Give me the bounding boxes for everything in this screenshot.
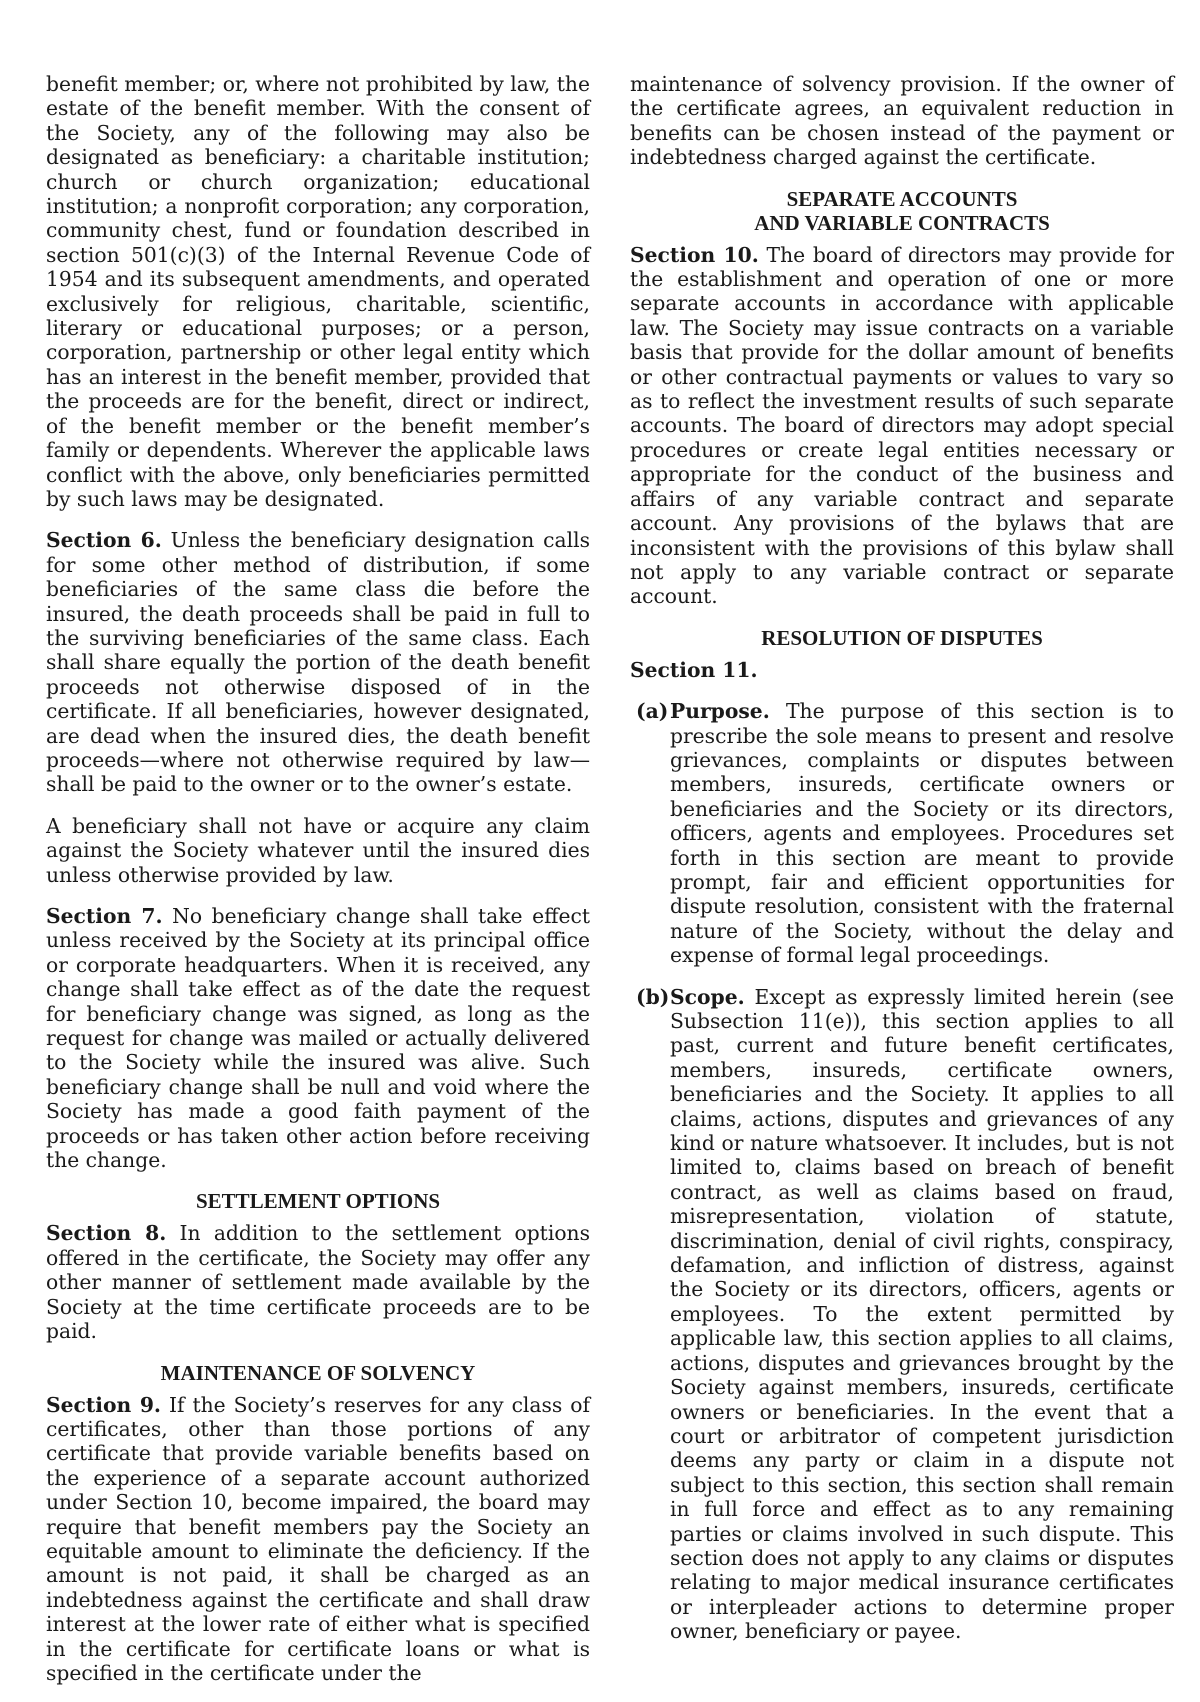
right-column — [630, 72, 1174, 1661]
subsection-b-body — [670, 985, 1174, 1644]
subsection-a-title: Purpose. — [670, 699, 770, 724]
section-8 — [46, 1221, 590, 1343]
subsection-a-body — [670, 699, 1174, 967]
section-7 — [46, 904, 590, 1172]
section-6-label: Section 6. — [46, 528, 162, 553]
subsection-b-text: Except as expressly limited herein (see Subsection 11(e)), this section applies to all past, current and future benefit certificates, members, insureds, certificate owners, beneficiaries and the Society. It applies to all claims, actions, disputes and grievances of any kind or nature whatsoever. It includes, but is not limited to, claims based on breach of benefit contract, as well as claims based on fraud, misrepresentation, violation of statute, discrimination, denial of civil rights, conspiracy, defamation, and infliction of distress, against the Society or its directors, officers, agents or employees. To the extent permitted by applicable law, this section applies to all claims, actions, disputes and grievances brought by the Society against members, insureds, certificate owners or beneficiaries. In the event that a court or arbitrator of competent jurisdiction deems any party or claim in a dispute not subject to this section, this section shall remain in full force and effect as to any remaining parties or claims involved in such dispute. This section does not apply to any claims or disputes relating to major medical insurance certificates or interpleader actions to determine proper owner, beneficiary or payee. — [670, 984, 1174, 1644]
section-7-label: Section 7. — [46, 904, 163, 928]
section-11-label: Section 11. — [630, 657, 758, 682]
section-10-text: The board of directors may provide for the establishment and operation of one or more separate accounts in accordance with applicable law. The Society may issue contracts on a variable basis that provide for the dollar amount of benefits or other contractual payments or values to vary so as to reflect the investment results of such separate accounts. The board of directors may adopt special procedures or create legal entities necessary or appropriate for the conduct of the business and affairs of any variable contract and separate account. Any provisions of the bylaws that are inconsistent with the provisions of this bylaw shall not apply to any variable contract or separate account. — [630, 242, 1174, 609]
section-10-label: Section 10. — [630, 242, 759, 267]
heading-settlement-options: SETTLEMENT OPTIONS — [195, 1189, 441, 1214]
section-8-label: Section 8. — [46, 1221, 167, 1246]
subsection-b-letter: (b) — [636, 984, 670, 1009]
paragraph-solvency-continued: maintenance of solvency provision. If the owner of the certificate agrees, an equivalent reduction in benefits can be chosen instead of the payment or indebtedness charged against the certificate. — [630, 72, 1174, 170]
section-6 — [46, 528, 590, 796]
subsection-b — [630, 985, 1174, 1644]
section-9-label: Section 9. — [46, 1392, 161, 1417]
section-9 — [46, 1393, 590, 1686]
subsection-a-letter: (a) — [636, 699, 669, 724]
section-8-text: In addition to the settlement options offered in the certificate, the Society may offer any other manner of settlement made available by the Society at the time certificate proceeds are to be paid. — [46, 1221, 590, 1344]
paragraph-beneficiary-designation: benefit member; or, where not prohibited by law, the estate of the benefit member. With the consent of the Society, any of the following may also be designated as beneficiary: a charitable institution; church or church organization; educational institution; a nonprofit corporation; any corporation, community chest, fund or foundation described in section 501(c)(3) of the Internal Revenue Code of 1954 and its subsequent amendments, and operated exclusively for religious, charitable, scientific, literary or educational purposes; or a person, corporation, partnership or other legal entity which has an interest in the benefit member, provided that the proceeds are for the benefit, direct or indirect, of the benefit member or the benefit member’s family or dependents. Wherever the applicable laws conflict with the above, only beneficiaries permitted by such laws may be designated. — [46, 72, 590, 511]
section-7-text: No beneficiary change shall take effect unless received by the Society at its principal office or corporate headquarters. When it is received, any change shall take effect as of the date the request for beneficiary change was signed, as long as the request for change was mailed or actually delivered to the Society while the insured was alive. Such beneficiary change shall be null and void where the Society has made a good faith payment of the proceeds or has taken other action before receiving the change. — [46, 904, 590, 1173]
heading-maintenance-of-solvency: MAINTENANCE OF SOLVENCY — [160, 1360, 476, 1385]
heading-separate-accounts — [630, 187, 1174, 235]
heading-resolution-of-disputes: RESOLUTION OF DISPUTES — [761, 625, 1043, 650]
subsection-b-title: Scope. — [670, 984, 745, 1009]
heading-separate-accounts-line-2: AND VARIABLE CONTRACTS — [754, 210, 1050, 235]
left-column — [46, 72, 590, 1702]
section-9-text: If the Society’s reserves for any class of certificates, other than those portions of any certificate that provide variable benefits based on the experience of a separate account authorized under Section 10, become impaired, the board may require that benefit members pay the Society an equitable amount to eliminate the deficiency. If the amount is not paid, it shall be charged as an indebtedness against the certificate and shall draw interest at the lower rate of either what is specified in the certificate for certificate loans or what is specified in the certificate under the — [46, 1392, 590, 1685]
paragraph-beneficiary-claim: A beneficiary shall not have or acquire any claim against the Society whatever until the insured dies unless otherwise provided by law. — [46, 813, 590, 887]
section-10 — [630, 243, 1174, 609]
subsection-a-text: The purpose of this section is to prescribe the sole means to present and resolve grievances, complaints or disputes between members, insureds, certificate owners or beneficiaries and the Society or its directors, officers, agents and employees. Procedures set forth in this section are meant to provide prompt, fair and efficient opportunities for dispute resolution, consistent with the fraternal nature of the Society, without the delay and expense of formal legal proceedings. — [670, 699, 1174, 968]
section-6-text: Unless the beneficiary designation calls for some other method of distribution, if some beneficiaries of the same class die before the insured, the death proceeds shall be paid in full to the surviving beneficiaries of the same class. Each shall share equally the portion of the death benefit proceeds not otherwise disposed of in the certificate. If all beneficiaries, however designated, are dead when the insured dies, the death benefit proceeds—where not otherwise required by law—shall be paid to the owner or to the owner’s estate. — [46, 528, 590, 797]
heading-separate-accounts-line-1: SEPARATE ACCOUNTS — [786, 186, 1018, 211]
subsection-a — [630, 699, 1174, 967]
